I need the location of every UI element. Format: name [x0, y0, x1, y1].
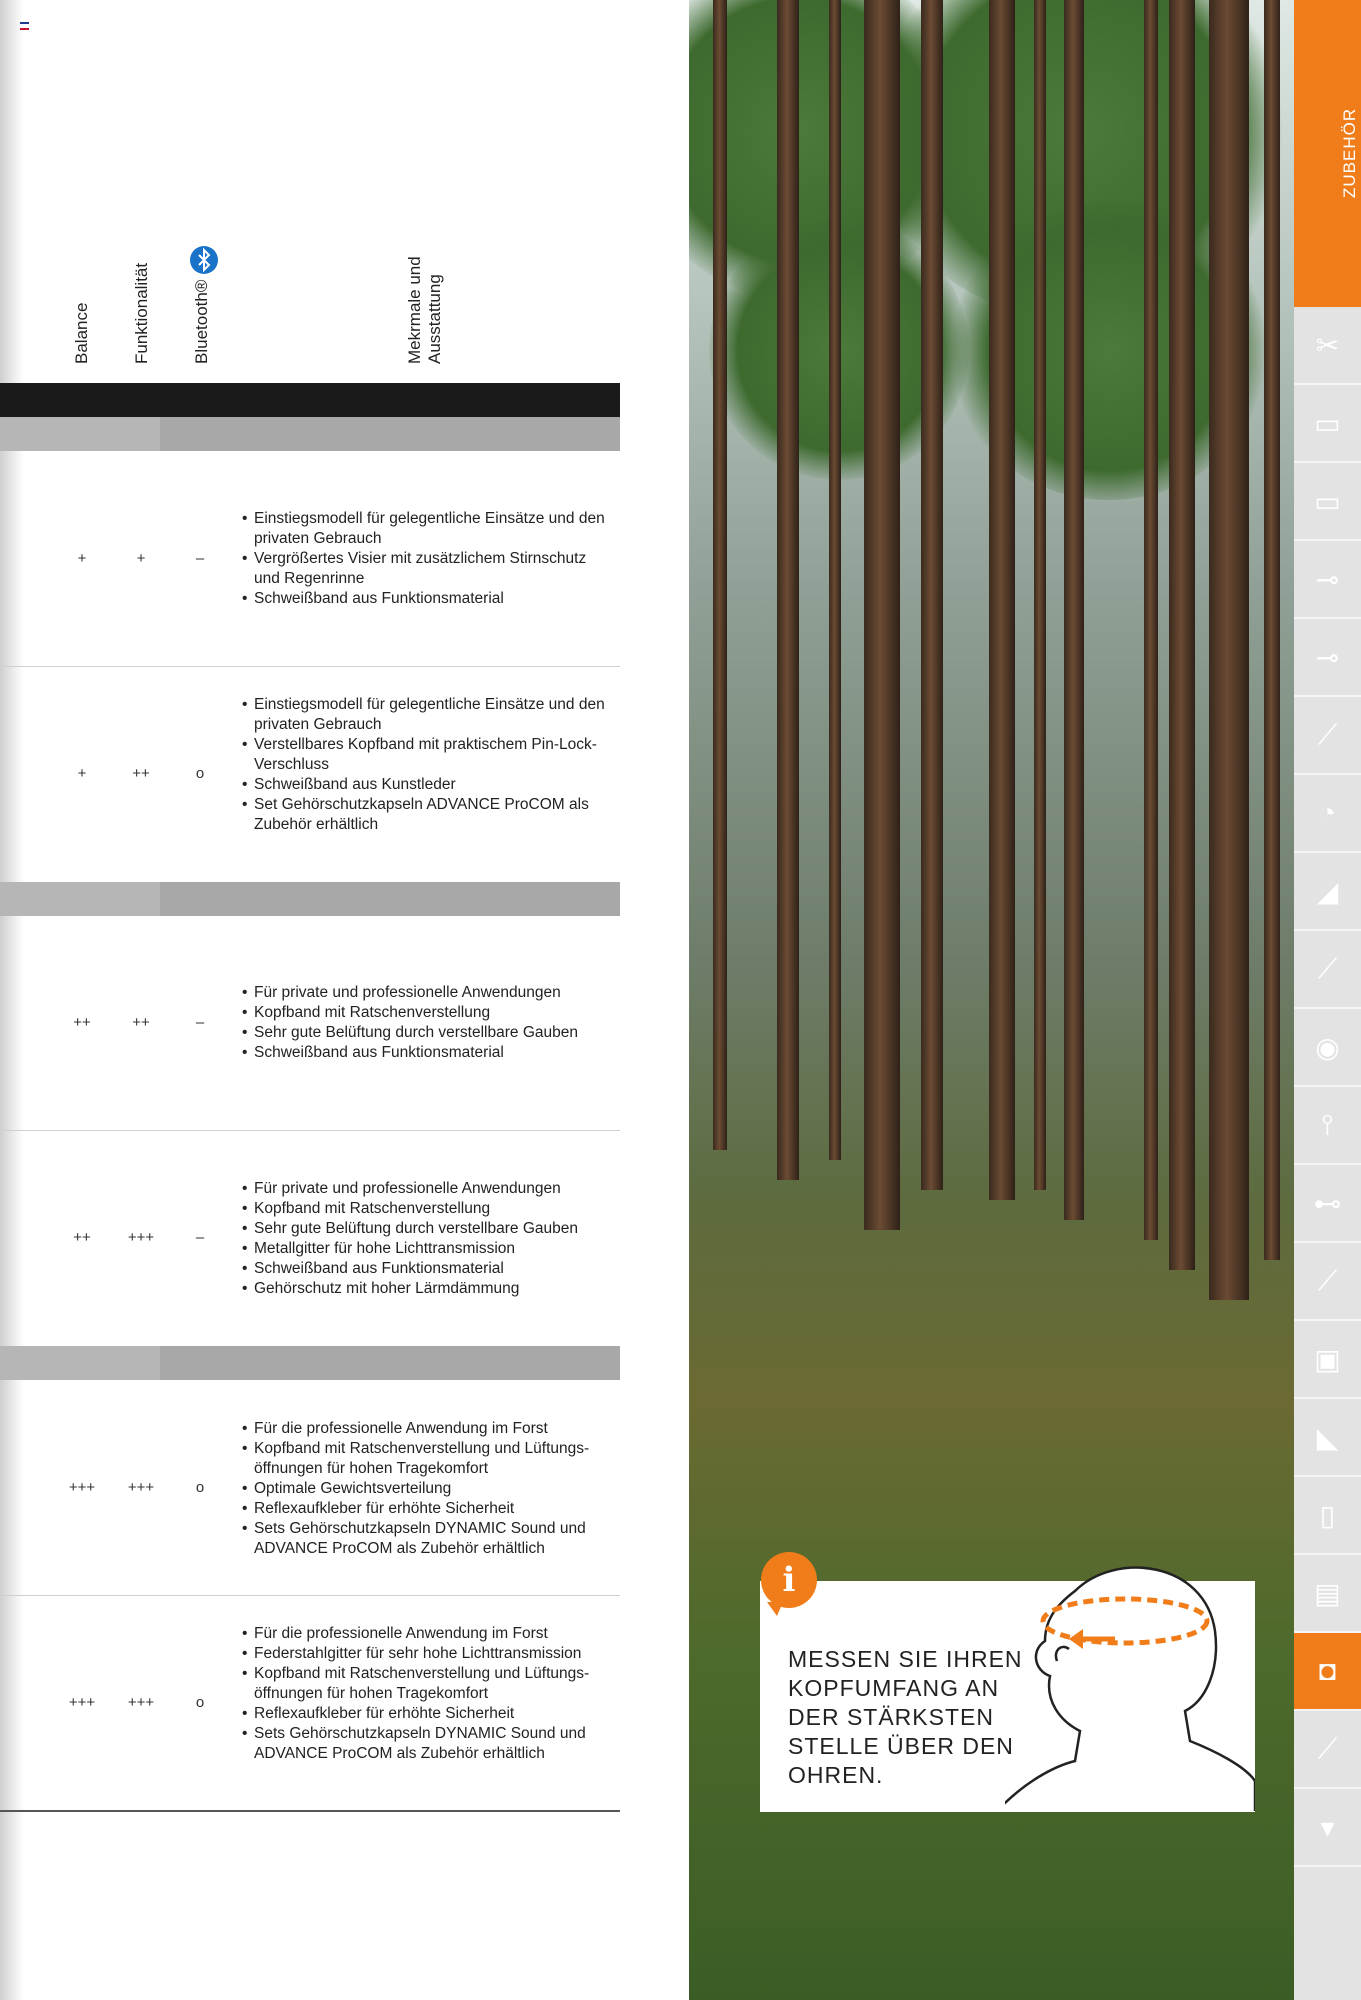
sidebar-item-trimmers[interactable] — [1294, 931, 1361, 1009]
sidebar-item-pole-pruners[interactable] — [1294, 1243, 1361, 1321]
rating-funktionalitaet: + — [136, 550, 146, 567]
info-text — [788, 1645, 1028, 1790]
feature-item: • Reflexaufkleber für erhöhte Sicherheit — [240, 1704, 610, 1724]
info-text-line: MESSEN SIE IHREN — [788, 1646, 1023, 1672]
info-icon: i — [761, 1552, 817, 1608]
sidebar-item-apparel[interactable] — [1294, 1789, 1361, 1867]
shredder-icon: ▣ — [1314, 1343, 1341, 1375]
table-bottom-rule — [0, 1810, 620, 1812]
feature-item: • Gehörschutz mit hoher Lärmdämmung — [240, 1279, 610, 1299]
info-box — [760, 1581, 1255, 1812]
auger-icon: ⫯ — [1321, 1108, 1334, 1140]
smartphone-icon: ▯ — [1319, 1499, 1336, 1531]
feature-item: • Für private und professionelle Anwendungen — [240, 1179, 610, 1199]
robot-mower-icon: ◉ — [1315, 1031, 1340, 1063]
trimmer-icon: ⟋ — [1317, 952, 1338, 984]
cut-off-saw-icon: ⊷ — [1313, 1187, 1342, 1219]
feature-item: • Einstiegsmodell für gelegentliche Einsätze und den privaten Gebrauch — [240, 695, 610, 735]
row-divider — [0, 1595, 620, 1596]
header-bluetooth: Bluetooth® — [192, 279, 211, 364]
feature-item: • Kopfband mit Ratschenverstellung und Lüftungs-öffnungen für hohen Tragekomfort — [240, 1664, 610, 1704]
feature-item: • Sets Gehörschutzkapseln DYNAMIC Sound und ADVANCE ProCOM als Zubehör erhältlich — [240, 1724, 610, 1764]
feature-item: • Einstiegsmodell für gelegentliche Einsätze und den privaten Gebrauch — [240, 509, 610, 549]
saw-pliers-icon: ✂ — [1315, 329, 1340, 361]
rating-bluetooth: o — [195, 1694, 205, 1711]
sidebar-item-battery[interactable] — [1294, 385, 1361, 463]
header-balance: Balance — [72, 302, 91, 364]
feature-item: • Vergrößertes Visier mit zusätzlichem Stirnschutz und Regenrinne — [240, 549, 610, 589]
rating-balance: +++ — [68, 1694, 96, 1711]
rating-balance: + — [77, 765, 87, 782]
rating-bluetooth: – — [195, 1014, 205, 1031]
row-divider — [0, 1130, 620, 1131]
rating-funktionalitaet: ++ — [132, 1014, 150, 1031]
sidebar-item-robot-mowers[interactable] — [1294, 1009, 1361, 1087]
feature-item: • Schweißband aus Funktionsmaterial — [240, 1043, 610, 1063]
blower-icon: ◔ — [1319, 797, 1336, 828]
feature-item: • Schweißband aus Funktionsmaterial — [240, 589, 610, 609]
feature-item: • Metallgitter für hohe Lichttransmission — [240, 1239, 610, 1259]
sidebar-item-notebook[interactable] — [1294, 1555, 1361, 1633]
row-divider — [0, 666, 620, 667]
shirt-icon: ▾ — [1320, 1811, 1335, 1843]
feature-item: • Kopfband mit Ratschenverstellung — [240, 1003, 610, 1023]
sidebar-item-lawnmowers[interactable] — [1294, 853, 1361, 931]
feature-list — [240, 695, 610, 835]
sidebar-item-augers[interactable] — [1294, 1087, 1361, 1165]
pole-pruner-icon: ⟋ — [1317, 1264, 1338, 1296]
feature-item: • Reflexaufkleber für erhöhte Sicherheit — [240, 1499, 610, 1519]
sidebar-item-vacuums[interactable] — [1294, 1399, 1361, 1477]
sidebar-item-cut-off-saws[interactable] — [1294, 1165, 1361, 1243]
feature-item: • Für private und professionelle Anwendungen — [240, 983, 610, 1003]
feature-list — [240, 1179, 610, 1299]
feature-item: • Sets Gehörschutzkapseln DYNAMIC Sound und ADVANCE ProCOM als Zubehör erhältlich — [240, 1519, 610, 1559]
rating-funktionalitaet: +++ — [127, 1694, 155, 1711]
category-sidebar — [1294, 0, 1361, 2000]
sidebar-item-chainsaws[interactable] — [1294, 541, 1361, 619]
lawnmower-icon: ◢ — [1316, 875, 1339, 907]
feature-item: • Schweißband aus Kunstleder — [240, 775, 610, 795]
feature-item: • Für die professionelle Anwendung im Forst — [240, 1419, 610, 1439]
header-funktionalitaet: Funktionalität — [132, 262, 151, 364]
head-measurement-illustration — [1005, 1551, 1255, 1811]
sidebar-item-blowers[interactable] — [1294, 775, 1361, 853]
info-text-line: STELLE ÜBER DEN — [788, 1733, 1014, 1759]
notebook-icon: ▤ — [1314, 1577, 1341, 1609]
jacket-icon: ◘ — [1319, 1655, 1336, 1686]
brushcutter-icon: ⟋ — [1317, 718, 1338, 750]
feature-item: • Kopfband mit Ratschenverstellung und Lüftungs-öffnungen für hohen Tragekomfort — [240, 1439, 610, 1479]
rating-funktionalitaet: +++ — [127, 1479, 155, 1496]
rating-balance: + — [77, 550, 87, 567]
section-bar — [0, 417, 620, 451]
section-bar — [0, 882, 620, 916]
info-text-line: KOPFUMFANG AN — [788, 1675, 1000, 1701]
sidebar-item-protective-clothing[interactable] — [1294, 1633, 1361, 1711]
rating-balance: ++ — [73, 1014, 91, 1031]
battery-icon: ▭ — [1314, 407, 1341, 439]
rating-balance: ++ — [73, 1229, 91, 1246]
rating-funktionalitaet: +++ — [127, 1229, 155, 1246]
feature-item: • Set Gehörschutzkapseln ADVANCE ProCOM als Zubehör erhältlich — [240, 795, 610, 835]
hedge-trimmer-icon: ⊸ — [1315, 641, 1340, 673]
battery-icon: ▭ — [1314, 485, 1341, 517]
sidebar-section-title: ZUBEHÖR — [1340, 107, 1359, 198]
feature-list — [240, 1624, 610, 1764]
feature-list — [240, 509, 610, 609]
sidebar-item-shredders[interactable] — [1294, 1321, 1361, 1399]
sidebar-item-hedge-trimmers[interactable] — [1294, 619, 1361, 697]
vacuum-icon: ◣ — [1316, 1421, 1339, 1453]
feature-list — [240, 1419, 610, 1559]
rating-bluetooth: – — [195, 550, 205, 567]
section-bar — [0, 1346, 620, 1380]
page-gutter-shadow — [0, 0, 24, 2000]
sidebar-item-brushcutters[interactable] — [1294, 697, 1361, 775]
sidebar-section-zubehoer[interactable] — [1294, 0, 1361, 307]
feature-item: • Kopfband mit Ratschenverstellung — [240, 1199, 610, 1219]
info-text-line: DER STÄRKSTEN — [788, 1704, 994, 1730]
sidebar-item-tools[interactable] — [1294, 307, 1361, 385]
header-merkmale — [405, 256, 445, 364]
sidebar-item-smart[interactable] — [1294, 1477, 1361, 1555]
feature-item: • Für die professionelle Anwendung im Forst — [240, 1624, 610, 1644]
header-merkmale-line2: Ausstattung — [425, 274, 444, 364]
rating-funktionalitaet: ++ — [132, 765, 150, 782]
feature-item: • Sehr gute Belüftung durch verstellbare Gauben — [240, 1023, 610, 1043]
feature-item: • Schweißband aus Funktionsmaterial — [240, 1259, 610, 1279]
feature-item: • Optimale Gewichtsverteilung — [240, 1479, 610, 1499]
feature-item: • Sehr gute Belüftung durch verstellbare Gauben — [240, 1219, 610, 1239]
rating-bluetooth: o — [195, 1479, 205, 1496]
header-merkmale-line1: Mekrmale und — [405, 256, 424, 364]
sidebar-item-battery-system[interactable] — [1294, 463, 1361, 541]
chainsaw-icon: ⊸ — [1315, 563, 1340, 595]
rating-bluetooth: o — [195, 765, 205, 782]
sidebar-item-forestry-tools[interactable] — [1294, 1711, 1361, 1789]
info-text-line: OHREN. — [788, 1762, 884, 1788]
feature-item: • Federstahlgitter für sehr hohe Lichttransmission — [240, 1644, 610, 1664]
flag-icon — [20, 22, 29, 29]
bluetooth-icon — [190, 246, 218, 274]
feature-item: • Verstellbares Kopfband mit praktischem Pin-Lock-Verschluss — [240, 735, 610, 775]
feature-list — [240, 983, 610, 1063]
rating-bluetooth: – — [195, 1229, 205, 1246]
rating-balance: +++ — [68, 1479, 96, 1496]
axe-icon: ⟋ — [1317, 1732, 1338, 1764]
table-header-bar — [0, 383, 620, 417]
